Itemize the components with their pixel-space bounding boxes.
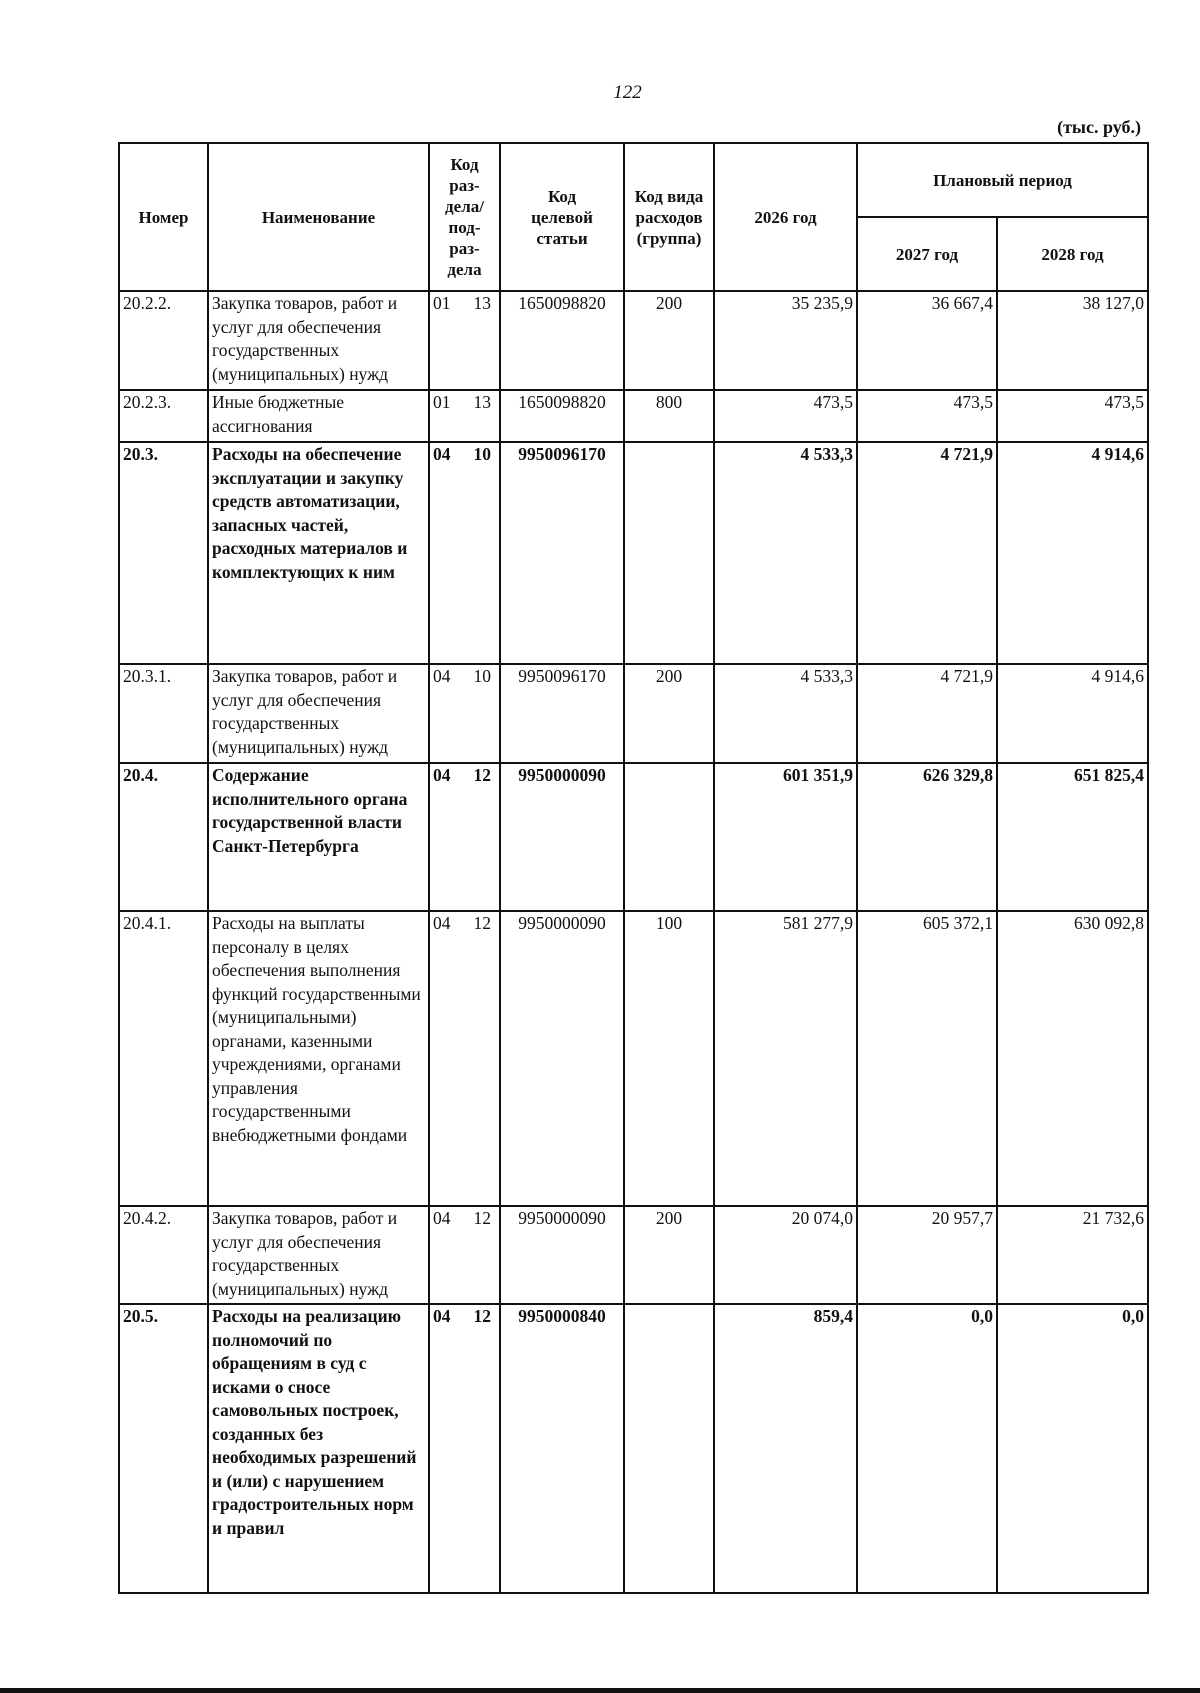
header-name: Наименование — [208, 143, 429, 291]
cell-2027: 605 372,1 — [857, 911, 997, 1206]
cell-subsection: 12 — [473, 1208, 491, 1228]
cell-2028: 651 825,4 — [997, 763, 1148, 911]
header-section-line: Код — [450, 155, 479, 174]
cell-section-code — [429, 1206, 500, 1304]
header-section-code — [429, 143, 500, 291]
header-type-line: расходов — [635, 207, 703, 227]
cell-2027: 626 329,8 — [857, 763, 997, 911]
cell-subsection: 13 — [473, 392, 491, 412]
cell-2027: 0,0 — [857, 1304, 997, 1593]
cell-2028: 4 914,6 — [997, 442, 1148, 664]
cell-2028: 0,0 — [997, 1304, 1148, 1593]
units-label: (тыс. руб.) — [1057, 117, 1141, 137]
cell-2026: 35 235,9 — [714, 291, 857, 390]
header-target-line: статьи — [536, 228, 588, 248]
cell-subsection: 12 — [473, 913, 491, 933]
header-target-line: целевой — [531, 207, 593, 227]
cell-subsection: 10 — [473, 444, 491, 464]
header-type-line: (группа) — [636, 228, 702, 248]
header-2027: 2027 год — [857, 217, 997, 291]
cell-section-code — [429, 390, 500, 442]
cell-nomer: 20.4.1. — [119, 911, 208, 1206]
cell-nomer: 20.2.3. — [119, 390, 208, 442]
cell-section-code — [429, 1304, 500, 1593]
cell-target-code: 9950000090 — [500, 763, 624, 911]
header-target-code — [500, 143, 624, 291]
page-bottom-border — [0, 1688, 1200, 1693]
cell-expense-type: 200 — [624, 1206, 714, 1304]
cell-2026: 4 533,3 — [714, 664, 857, 763]
header-2026: 2026 год — [714, 143, 857, 291]
page-number: 122 — [613, 82, 642, 103]
cell-section-code — [429, 911, 500, 1206]
cell-2028: 21 732,6 — [997, 1206, 1148, 1304]
cell-section: 04 — [433, 666, 451, 686]
cell-2027: 20 957,7 — [857, 1206, 997, 1304]
cell-target-code: 9950096170 — [500, 442, 624, 664]
cell-2026: 20 074,0 — [714, 1206, 857, 1304]
header-section-line: раз- — [449, 176, 480, 195]
cell-section: 04 — [433, 1208, 451, 1228]
cell-name: Расходы на реализацию полномочий по обращениям в суд с исками о сносе самовольных построек, созданных без необходимых разрешений и (или) с нарушением градостроительных норм и правил — [208, 1304, 429, 1593]
table-row — [119, 1304, 1148, 1593]
cell-section: 04 — [433, 913, 451, 933]
header-planned-period: Плановый период — [857, 143, 1148, 217]
cell-expense-type: 800 — [624, 390, 714, 442]
cell-2028: 630 092,8 — [997, 911, 1148, 1206]
cell-2027: 473,5 — [857, 390, 997, 442]
table-row — [119, 911, 1148, 1206]
cell-2028: 4 914,6 — [997, 664, 1148, 763]
cell-target-code: 9950096170 — [500, 664, 624, 763]
cell-2026: 859,4 — [714, 1304, 857, 1593]
cell-subsection: 12 — [473, 765, 491, 785]
cell-2028: 473,5 — [997, 390, 1148, 442]
header-expense-type — [624, 143, 714, 291]
header-section-line: дела — [447, 260, 482, 279]
header-section-line: дела/ — [445, 197, 484, 216]
header-2028: 2028 год — [997, 217, 1148, 291]
cell-nomer: 20.3.1. — [119, 664, 208, 763]
cell-name: Иные бюджетные ассигнования — [208, 390, 429, 442]
header-section-line: раз- — [449, 239, 480, 258]
cell-expense-type: 200 — [624, 664, 714, 763]
cell-nomer: 20.4. — [119, 763, 208, 911]
cell-section: 04 — [433, 444, 451, 464]
cell-target-code: 9950000090 — [500, 911, 624, 1206]
cell-expense-type: 200 — [624, 291, 714, 390]
cell-2026: 581 277,9 — [714, 911, 857, 1206]
budget-table — [118, 142, 1149, 1594]
cell-subsection: 13 — [473, 293, 491, 313]
cell-2027: 36 667,4 — [857, 291, 997, 390]
cell-nomer: 20.4.2. — [119, 1206, 208, 1304]
cell-name: Расходы на обеспечение эксплуатации и закупку средств автоматизации, запасных частей, расходных материалов и комплектующих к ним — [208, 442, 429, 664]
cell-expense-type — [624, 763, 714, 911]
cell-section: 01 — [433, 293, 451, 313]
cell-subsection: 10 — [473, 666, 491, 686]
cell-2026: 473,5 — [714, 390, 857, 442]
table-body — [119, 291, 1148, 1593]
cell-2027: 4 721,9 — [857, 664, 997, 763]
cell-section: 04 — [433, 765, 451, 785]
cell-section: 04 — [433, 1306, 451, 1326]
cell-nomer: 20.2.2. — [119, 291, 208, 390]
cell-expense-type — [624, 1304, 714, 1593]
cell-section: 01 — [433, 392, 451, 412]
table-row — [119, 1206, 1148, 1304]
cell-2026: 601 351,9 — [714, 763, 857, 911]
cell-target-code: 9950000090 — [500, 1206, 624, 1304]
cell-name: Закупка товаров, работ и услуг для обеспечения государственных (муниципальных) нужд — [208, 664, 429, 763]
cell-expense-type — [624, 442, 714, 664]
cell-target-code: 1650098820 — [500, 390, 624, 442]
table-row — [119, 763, 1148, 911]
cell-section-code — [429, 664, 500, 763]
table-row — [119, 291, 1148, 390]
header-target-line: Код — [547, 186, 577, 206]
cell-2027: 4 721,9 — [857, 442, 997, 664]
cell-expense-type: 100 — [624, 911, 714, 1206]
cell-subsection: 12 — [473, 1306, 491, 1326]
cell-name: Закупка товаров, работ и услуг для обеспечения государственных (муниципальных) нужд — [208, 291, 429, 390]
table-row — [119, 664, 1148, 763]
cell-section-code — [429, 291, 500, 390]
header-section-line: под- — [448, 218, 481, 237]
cell-nomer: 20.5. — [119, 1304, 208, 1593]
cell-nomer: 20.3. — [119, 442, 208, 664]
cell-name: Расходы на выплаты персоналу в целях обеспечения выполнения функций государственными (муниципальными) органами, казенными учреждениями, органами управления государственными внебюджетными фондами — [208, 911, 429, 1206]
cell-section-code — [429, 763, 500, 911]
cell-target-code: 9950000840 — [500, 1304, 624, 1593]
cell-section-code — [429, 442, 500, 664]
table-row — [119, 442, 1148, 664]
header-nomer: Номер — [119, 143, 208, 291]
header-type-line: Код вида — [634, 186, 704, 206]
cell-target-code: 1650098820 — [500, 291, 624, 390]
cell-name: Закупка товаров, работ и услуг для обеспечения государственных (муниципальных) нужд — [208, 1206, 429, 1304]
cell-2028: 38 127,0 — [997, 291, 1148, 390]
cell-name: Содержание исполнительного органа государственной власти Санкт-Петербурга — [208, 763, 429, 911]
table-row — [119, 390, 1148, 442]
cell-2026: 4 533,3 — [714, 442, 857, 664]
